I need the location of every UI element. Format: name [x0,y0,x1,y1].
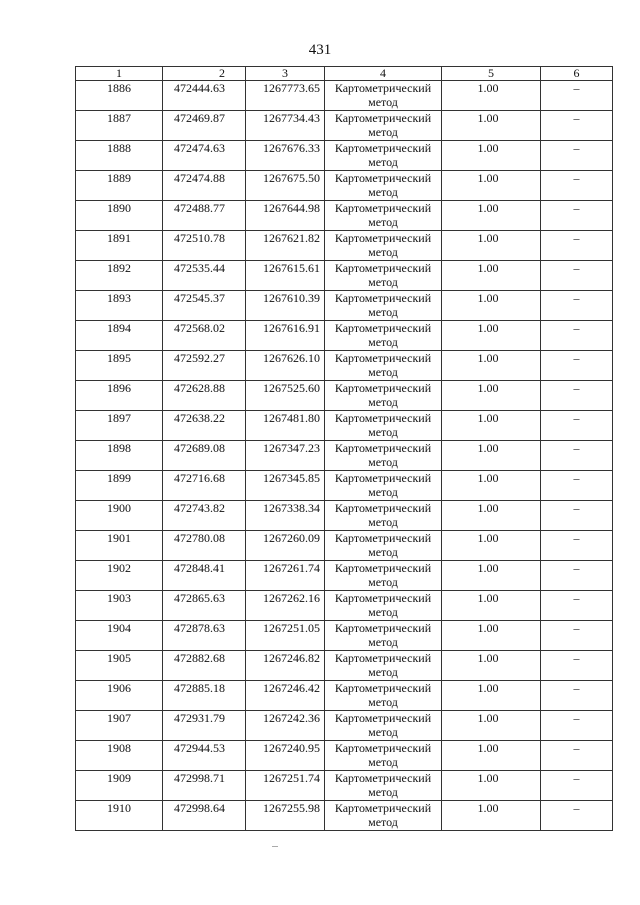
note-cell: – [541,711,613,741]
method-line-2: метод [368,785,398,799]
method-cell [325,351,442,381]
point-number-cell: 1900 [76,501,163,531]
table-row [76,561,613,591]
point-number-cell: 1901 [76,531,163,561]
accuracy-cell: 1.00 [442,501,541,531]
accuracy-cell: 1.00 [442,261,541,291]
method-line-2: метод [368,725,398,739]
table-row [76,351,613,381]
method-line-1: Картометрический [334,621,432,635]
method-line-2: метод [368,485,398,499]
point-number-cell: 1895 [76,351,163,381]
accuracy-cell: 1.00 [442,231,541,261]
point-number-cell: 1907 [76,711,163,741]
y-coordinate-cell: 1267644.98 [246,201,325,231]
method-line-2: метод [368,215,398,229]
x-coordinate-cell: 472878.63 [163,621,246,651]
y-coordinate-cell: 1267255.98 [246,801,325,831]
y-coordinate-cell: 1267251.05 [246,621,325,651]
method-cell [325,801,442,831]
note-cell: – [541,381,613,411]
method-cell [325,441,442,471]
y-coordinate-cell: 1267525.60 [246,381,325,411]
method-line-1: Картометрический [334,771,432,785]
method-line-1: Картометрический [334,111,432,125]
point-number-cell: 1893 [76,291,163,321]
method-line-2: метод [368,245,398,259]
method-line-1: Картометрический [334,471,432,485]
method-cell [325,261,442,291]
accuracy-cell: 1.00 [442,591,541,621]
table-row [76,801,613,831]
method-line-2: метод [368,545,398,559]
note-cell: – [541,111,613,141]
x-coordinate-cell: 472882.68 [163,651,246,681]
x-coordinate-cell: 472469.87 [163,111,246,141]
header-col-5: 5 [442,67,541,81]
y-coordinate-cell: 1267338.34 [246,501,325,531]
method-cell [325,381,442,411]
method-line-2: метод [368,305,398,319]
method-cell [325,561,442,591]
method-line-1: Картометрический [334,591,432,605]
note-cell: – [541,741,613,771]
point-number-cell: 1897 [76,411,163,441]
y-coordinate-cell: 1267610.39 [246,291,325,321]
note-cell: – [541,231,613,261]
y-coordinate-cell: 1267246.42 [246,681,325,711]
note-cell: – [541,141,613,171]
table-row [76,141,613,171]
point-number-cell: 1903 [76,591,163,621]
note-cell: – [541,531,613,561]
note-cell: – [541,771,613,801]
method-line-2: метод [368,275,398,289]
accuracy-cell: 1.00 [442,171,541,201]
y-coordinate-cell: 1267621.82 [246,231,325,261]
table-row [76,681,613,711]
method-line-1: Картометрический [334,381,432,395]
note-cell: – [541,471,613,501]
method-cell [325,531,442,561]
method-line-2: метод [368,515,398,529]
method-cell [325,411,442,441]
point-number-cell: 1908 [76,741,163,771]
method-line-2: метод [368,395,398,409]
x-coordinate-cell: 472848.41 [163,561,246,591]
method-line-1: Картометрический [334,741,432,755]
accuracy-cell: 1.00 [442,711,541,741]
x-coordinate-cell: 472638.22 [163,411,246,441]
accuracy-cell: 1.00 [442,81,541,111]
y-coordinate-cell: 1267347.23 [246,441,325,471]
method-cell [325,471,442,501]
table-row [76,171,613,201]
point-number-cell: 1894 [76,321,163,351]
method-cell [325,501,442,531]
x-coordinate-cell: 472592.27 [163,351,246,381]
note-cell: – [541,81,613,111]
point-number-cell: 1910 [76,801,163,831]
method-line-1: Картометрический [334,141,432,155]
accuracy-cell: 1.00 [442,321,541,351]
table-row [76,771,613,801]
method-line-1: Картометрический [334,561,432,575]
scan-artifact [272,846,278,847]
method-line-2: метод [368,455,398,469]
method-line-2: метод [368,635,398,649]
table-row [76,651,613,681]
method-line-2: метод [368,155,398,169]
header-col-2: 2 [163,67,246,81]
method-cell [325,171,442,201]
y-coordinate-cell: 1267675.50 [246,171,325,201]
method-line-1: Картометрический [334,231,432,245]
accuracy-cell: 1.00 [442,681,541,711]
method-cell [325,741,442,771]
table-row [76,591,613,621]
table-row [76,441,613,471]
table-header [76,67,613,81]
method-line-2: метод [368,335,398,349]
accuracy-cell: 1.00 [442,531,541,561]
method-cell [325,111,442,141]
x-coordinate-cell: 472568.02 [163,321,246,351]
method-cell [325,321,442,351]
note-cell: – [541,561,613,591]
method-cell [325,621,442,651]
method-line-2: метод [368,695,398,709]
method-line-2: метод [368,125,398,139]
header-col-4: 4 [325,67,442,81]
note-cell: – [541,261,613,291]
method-line-1: Картометрический [334,681,432,695]
method-cell [325,591,442,621]
method-line-1: Картометрический [334,651,432,665]
point-number-cell: 1892 [76,261,163,291]
point-number-cell: 1886 [76,81,163,111]
accuracy-cell: 1.00 [442,381,541,411]
method-line-1: Картометрический [334,201,432,215]
method-line-1: Картометрический [334,261,432,275]
point-number-cell: 1896 [76,381,163,411]
coordinates-table [75,66,613,831]
x-coordinate-cell: 472716.68 [163,471,246,501]
x-coordinate-cell: 472865.63 [163,591,246,621]
method-cell [325,141,442,171]
point-number-cell: 1904 [76,621,163,651]
accuracy-cell: 1.00 [442,411,541,441]
method-line-2: метод [368,365,398,379]
method-line-2: метод [368,425,398,439]
x-coordinate-cell: 472628.88 [163,381,246,411]
y-coordinate-cell: 1267262.16 [246,591,325,621]
y-coordinate-cell: 1267481.80 [246,411,325,441]
x-coordinate-cell: 472689.08 [163,441,246,471]
point-number-cell: 1902 [76,561,163,591]
table-row [76,81,613,111]
y-coordinate-cell: 1267616.91 [246,321,325,351]
header-col-6: 6 [541,67,613,81]
accuracy-cell: 1.00 [442,141,541,171]
method-line-2: метод [368,95,398,109]
accuracy-cell: 1.00 [442,111,541,141]
x-coordinate-cell: 472545.37 [163,291,246,321]
table-row [76,501,613,531]
table-row [76,411,613,441]
table-row [76,261,613,291]
method-cell [325,711,442,741]
table-row [76,621,613,651]
method-line-1: Картометрический [334,81,432,95]
note-cell: – [541,651,613,681]
point-number-cell: 1899 [76,471,163,501]
x-coordinate-cell: 472780.08 [163,531,246,561]
method-cell [325,651,442,681]
accuracy-cell: 1.00 [442,291,541,321]
method-cell [325,231,442,261]
x-coordinate-cell: 472944.53 [163,741,246,771]
accuracy-cell: 1.00 [442,741,541,771]
method-cell [325,681,442,711]
method-line-2: метод [368,575,398,589]
table-row [76,231,613,261]
method-line-2: метод [368,605,398,619]
method-line-1: Картометрический [334,321,432,335]
point-number-cell: 1890 [76,201,163,231]
y-coordinate-cell: 1267251.74 [246,771,325,801]
y-coordinate-cell: 1267734.43 [246,111,325,141]
point-number-cell: 1888 [76,141,163,171]
y-coordinate-cell: 1267773.65 [246,81,325,111]
table-row [76,321,613,351]
method-line-1: Картометрический [334,501,432,515]
accuracy-cell: 1.00 [442,351,541,381]
accuracy-cell: 1.00 [442,651,541,681]
method-cell [325,291,442,321]
note-cell: – [541,501,613,531]
note-cell: – [541,171,613,201]
x-coordinate-cell: 472931.79 [163,711,246,741]
x-coordinate-cell: 472444.63 [163,81,246,111]
point-number-cell: 1909 [76,771,163,801]
note-cell: – [541,441,613,471]
method-cell [325,771,442,801]
method-cell [325,81,442,111]
method-line-2: метод [368,185,398,199]
table-row [76,201,613,231]
accuracy-cell: 1.00 [442,441,541,471]
table-row [76,741,613,771]
y-coordinate-cell: 1267246.82 [246,651,325,681]
x-coordinate-cell: 472474.88 [163,171,246,201]
x-coordinate-cell: 472885.18 [163,681,246,711]
accuracy-cell: 1.00 [442,471,541,501]
method-line-2: метод [368,815,398,829]
accuracy-cell: 1.00 [442,621,541,651]
x-coordinate-cell: 472488.77 [163,201,246,231]
point-number-cell: 1889 [76,171,163,201]
page-number: 431 [308,42,332,58]
y-coordinate-cell: 1267260.09 [246,531,325,561]
note-cell: – [541,411,613,441]
x-coordinate-cell: 472510.78 [163,231,246,261]
y-coordinate-cell: 1267676.33 [246,141,325,171]
method-line-1: Картометрический [334,801,432,815]
header-row [76,67,613,81]
method-line-1: Картометрический [334,711,432,725]
y-coordinate-cell: 1267261.74 [246,561,325,591]
x-coordinate-cell: 472535.44 [163,261,246,291]
method-line-1: Картометрический [334,171,432,185]
point-number-cell: 1898 [76,441,163,471]
note-cell: – [541,621,613,651]
x-coordinate-cell: 472998.71 [163,771,246,801]
accuracy-cell: 1.00 [442,801,541,831]
header-col-3: 3 [246,67,325,81]
method-cell [325,201,442,231]
table-row [76,381,613,411]
note-cell: – [541,291,613,321]
method-line-1: Картометрический [334,351,432,365]
method-line-1: Картометрический [334,291,432,305]
x-coordinate-cell: 472743.82 [163,501,246,531]
table-row [76,711,613,741]
method-line-2: метод [368,755,398,769]
point-number-cell: 1906 [76,681,163,711]
table-row [76,111,613,141]
note-cell: – [541,801,613,831]
point-number-cell: 1887 [76,111,163,141]
method-line-2: метод [368,665,398,679]
note-cell: – [541,321,613,351]
accuracy-cell: 1.00 [442,201,541,231]
note-cell: – [541,201,613,231]
y-coordinate-cell: 1267615.61 [246,261,325,291]
x-coordinate-cell: 472998.64 [163,801,246,831]
method-line-1: Картометрический [334,411,432,425]
table-row [76,531,613,561]
method-line-1: Картометрический [334,531,432,545]
header-col-1: 1 [76,67,163,81]
accuracy-cell: 1.00 [442,771,541,801]
table-row [76,291,613,321]
note-cell: – [541,681,613,711]
method-line-1: Картометрический [334,441,432,455]
note-cell: – [541,591,613,621]
x-coordinate-cell: 472474.63 [163,141,246,171]
y-coordinate-cell: 1267626.10 [246,351,325,381]
table-row [76,471,613,501]
y-coordinate-cell: 1267242.36 [246,711,325,741]
accuracy-cell: 1.00 [442,561,541,591]
note-cell: – [541,351,613,381]
y-coordinate-cell: 1267240.95 [246,741,325,771]
y-coordinate-cell: 1267345.85 [246,471,325,501]
table-body [76,81,613,831]
point-number-cell: 1905 [76,651,163,681]
point-number-cell: 1891 [76,231,163,261]
